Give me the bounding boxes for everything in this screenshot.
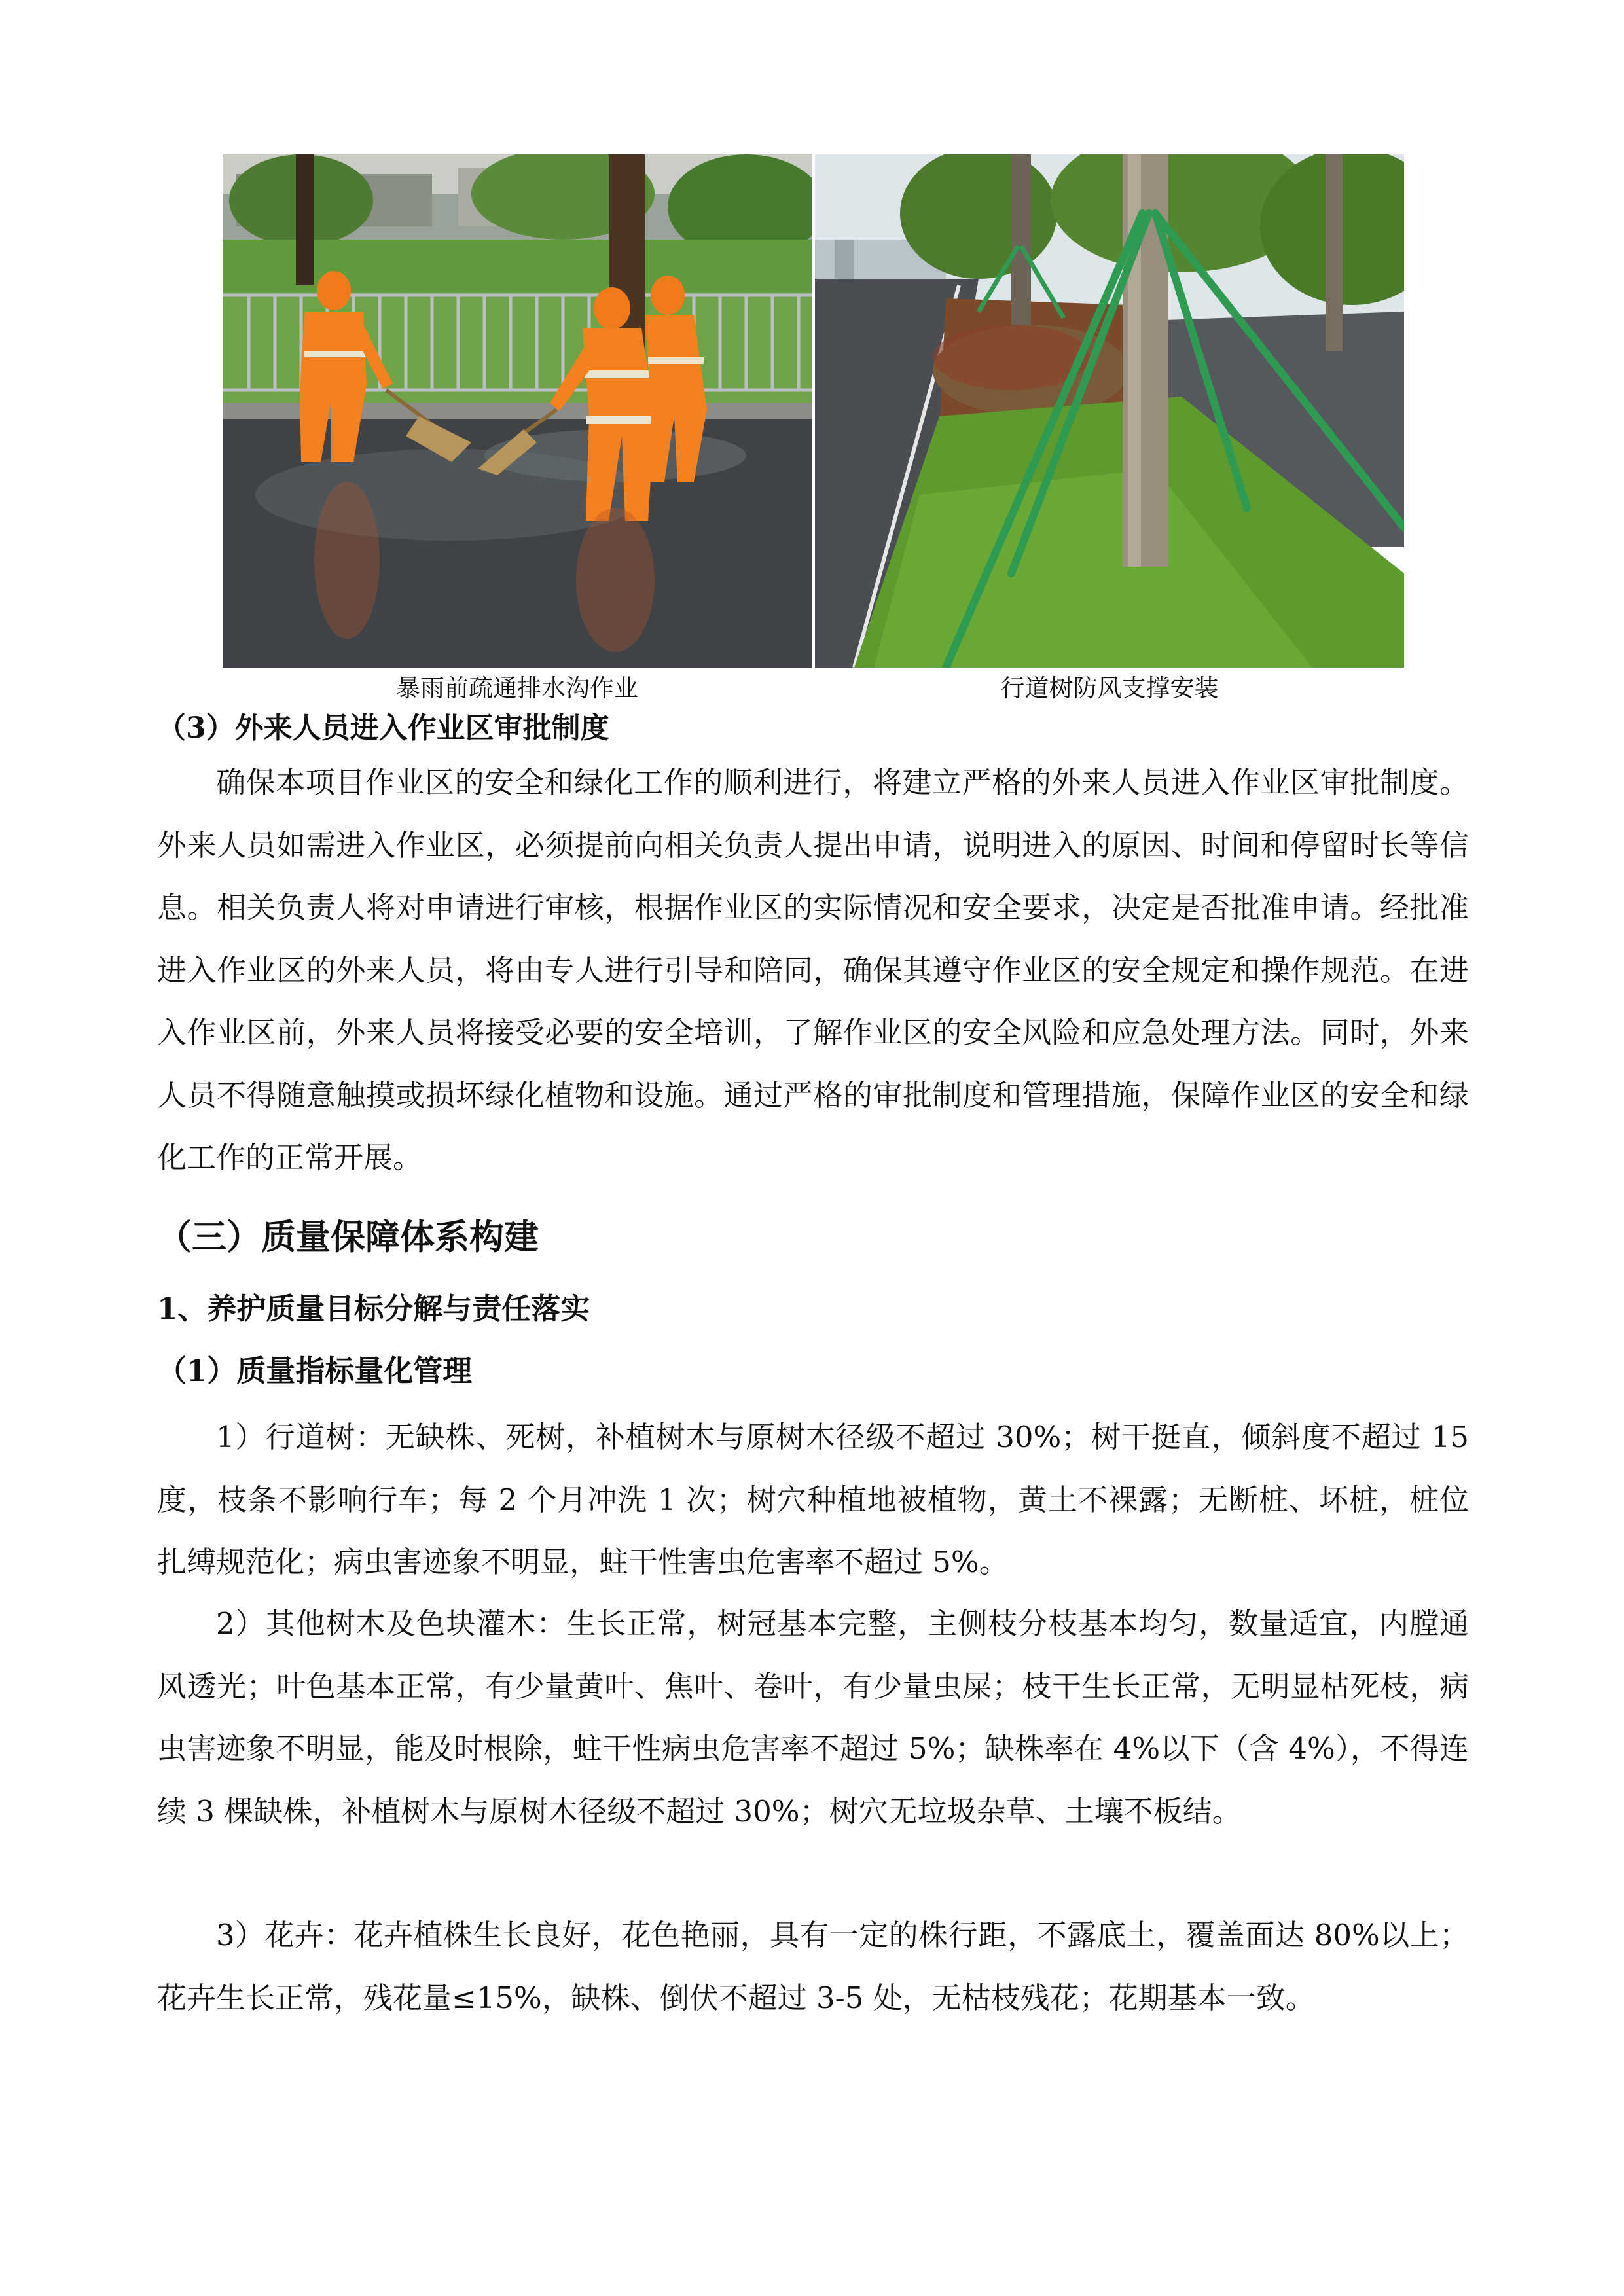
tree-support-illustration: [815, 154, 1404, 668]
photo-drain-clearing: [223, 154, 812, 668]
street-trees-paragraph: 1）行道树：无缺株、死树，补植树木与原树木径级不超过 30%；树干挺直，倾斜度不超过 15 度，枝条不影响行车；每 2 个月冲洗 1 次；树穴种植地被植物，黄土不裸露；无断桩、坏桩，桩位扎缚规范化；病虫害迹象不明显，蛀干性害虫危害率不超过 5%。: [157, 1420, 1469, 1579]
approval-body-paragraph: 确保本项目作业区的安全和绿化工作的顺利进行，将建立严格的外来人员进入作业区审批制度。外来人员如需进入作业区，必须提前向相关负责人提出申请，说明进入的原因、时间和停留时长等信息。相关负责人将对申请进行审核，根据作业区的实际情况和安全要求，决定是否批准申请。经批准进入作业区的外来人员，将由专人进行引导和陪同，确保其遵守作业区的安全规定和操作规范。在进入作业区前，外来人员将接受必要的安全培训，了解作业区的安全风险和应急处理方法。同时，外来人员不得随意触摸或损坏绿化植物和设施。通过严格的审批制度和管理措施，保障作业区的安全和绿化工作的正常开展。: [157, 765, 1469, 1175]
flowers-paragraph: 3）花卉：花卉植株生长良好，花色艳丽，具有一定的株行距，不露底土，覆盖面达 80%以上；花卉生长正常，残花量≤15%，缺株、倒伏不超过 3-5 处，无枯枝残花；花期基本一致。: [157, 1918, 1469, 2015]
photo-caption-right: 行道树防风支撑安装: [1000, 674, 1219, 702]
quality-index-subheading: （1）质量指标量化管理: [157, 1354, 473, 1388]
photo-caption-left: 暴雨前疏通排水沟作业: [396, 674, 638, 702]
photo-tree-supports: [815, 154, 1404, 668]
quality-system-heading: （三）质量保障体系构建: [157, 1217, 539, 1257]
quality-target-subheading: 1、养护质量目标分解与责任落实: [157, 1291, 590, 1326]
shrubs-paragraph: 2）其他树木及色块灌木：生长正常，树冠基本完整，主侧枝分枝基本均匀，数量适宜，内膛通风透光；叶色基本正常，有少量黄叶、焦叶、卷叶，有少量虫屎；枝干生长正常，无明显枯死枝，病虫害迹象不明显，能及时根除，蛀干性病虫危害率不超过 5%；缺株率在 4%以下（含 4%），不得连续 3 棵缺株，补植树木与原树木径级不超过 30%；树穴无垃圾杂草、土壤不板结。: [157, 1606, 1469, 1829]
drain-clearing-illustration: [223, 154, 812, 668]
approval-section-heading: （3）外来人员进入作业区审批制度: [157, 711, 609, 745]
